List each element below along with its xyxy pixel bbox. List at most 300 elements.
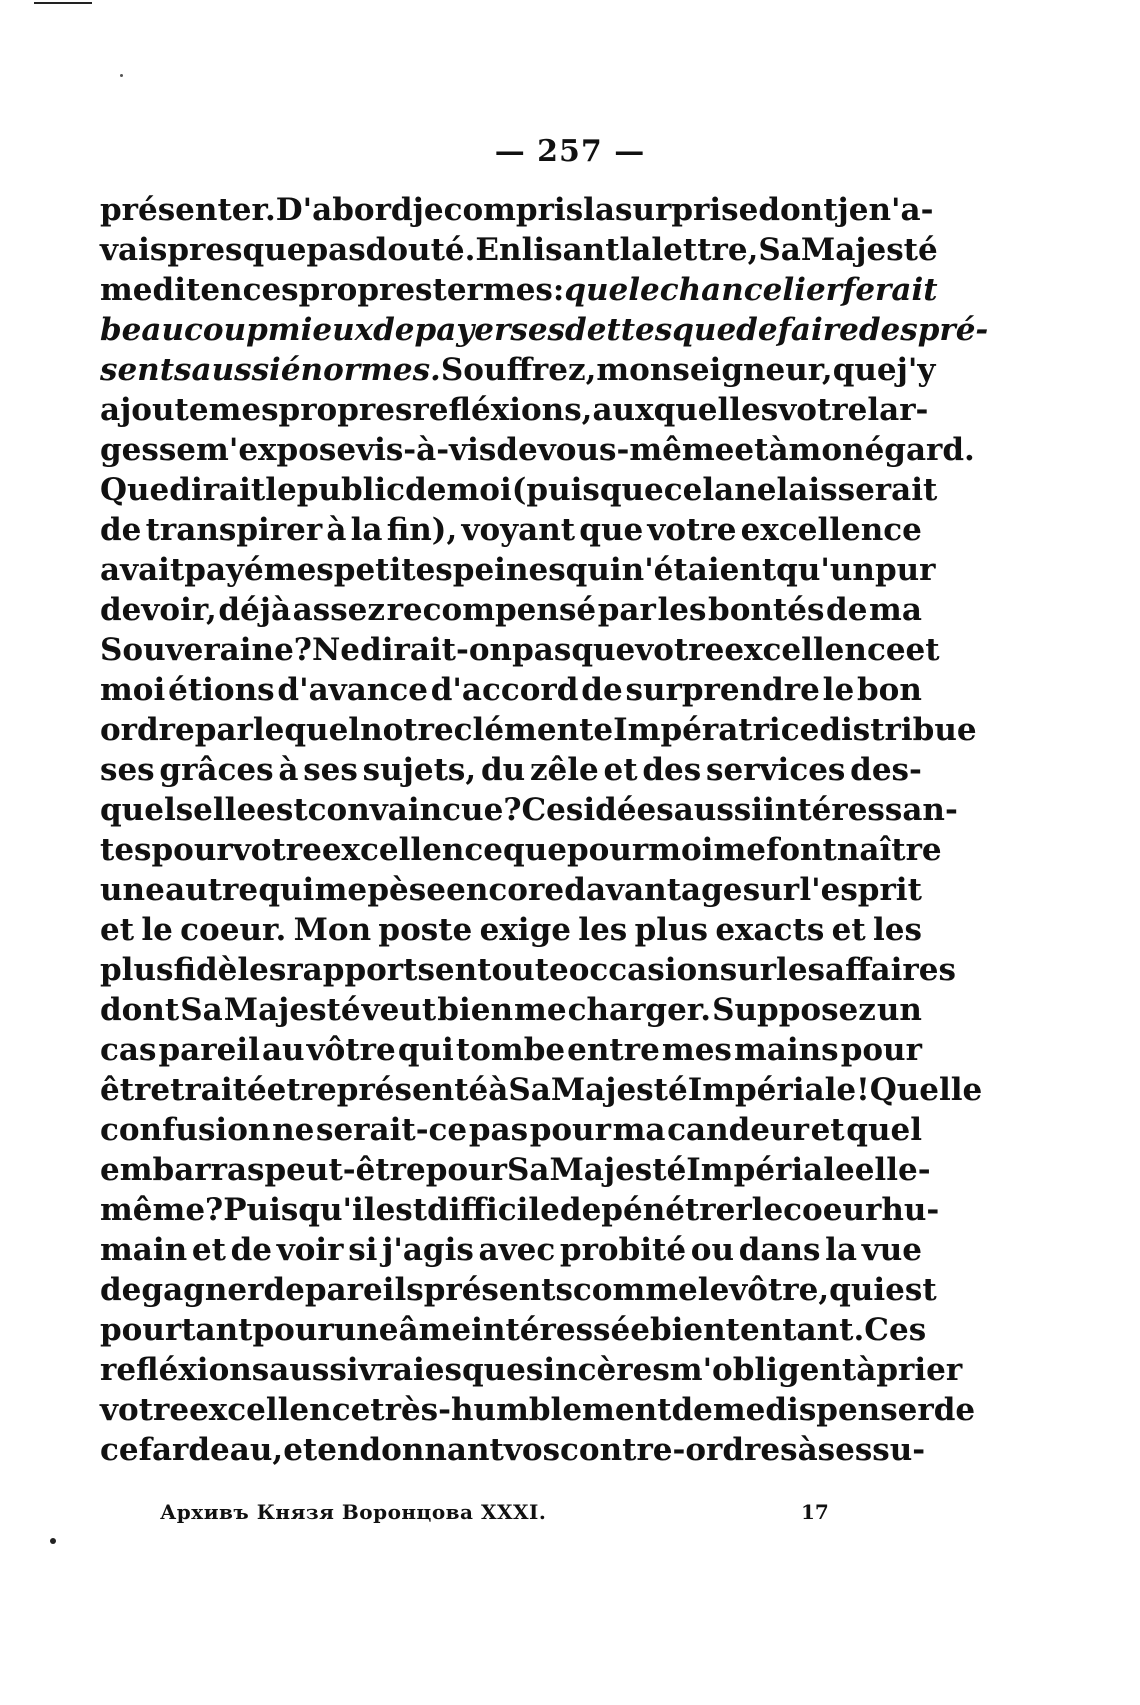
word: prier bbox=[876, 1352, 963, 1388]
word: être bbox=[100, 1072, 171, 1108]
text-line bbox=[100, 350, 936, 390]
word: la bbox=[350, 512, 383, 548]
word: vais bbox=[100, 232, 168, 268]
word: bien bbox=[649, 1312, 726, 1348]
text-line bbox=[100, 870, 922, 910]
word: à bbox=[326, 512, 347, 548]
word: pour bbox=[840, 1032, 922, 1068]
word: gesse bbox=[100, 432, 197, 468]
word: fardeau, bbox=[138, 1432, 284, 1468]
word: qui bbox=[829, 1272, 886, 1308]
word: que bbox=[503, 832, 567, 868]
word: que bbox=[579, 512, 644, 548]
word: les bbox=[657, 592, 707, 628]
word: et bbox=[905, 632, 940, 668]
word: âme bbox=[398, 1312, 472, 1348]
word: représenté bbox=[300, 1072, 489, 1108]
word: laisserait bbox=[776, 472, 938, 508]
word: Ne bbox=[311, 632, 361, 668]
scan-edge-mark bbox=[34, 2, 92, 4]
text-line bbox=[100, 590, 922, 630]
word: intéressan- bbox=[763, 792, 958, 828]
word: que bbox=[832, 352, 897, 388]
word: pur bbox=[874, 552, 936, 588]
text-line bbox=[100, 1110, 922, 1150]
page-footer bbox=[160, 1500, 860, 1530]
text-line bbox=[100, 190, 934, 230]
scan-speck bbox=[50, 1538, 56, 1544]
word: mon bbox=[788, 432, 865, 468]
word: le bbox=[822, 672, 855, 708]
word: (puisque bbox=[511, 472, 664, 508]
word: qui bbox=[397, 1032, 454, 1068]
word: votre bbox=[635, 632, 725, 668]
word: de bbox=[263, 1272, 305, 1308]
word: pénétrer bbox=[601, 1192, 752, 1228]
word: je bbox=[412, 192, 444, 228]
word: dettes bbox=[565, 312, 673, 348]
word: avait bbox=[100, 552, 185, 588]
word: ne bbox=[734, 472, 777, 508]
word: exacts bbox=[715, 912, 825, 948]
word: distribue bbox=[819, 712, 977, 748]
word: des bbox=[642, 752, 702, 788]
word: d'avance bbox=[277, 672, 428, 708]
word: n'a- bbox=[868, 192, 934, 228]
word: convaincue? bbox=[307, 792, 522, 828]
word: difficile bbox=[427, 1192, 560, 1228]
word: la bbox=[619, 232, 652, 268]
word: en bbox=[200, 272, 243, 308]
word: de bbox=[100, 512, 142, 548]
word: un bbox=[876, 992, 922, 1028]
word: moi bbox=[446, 472, 512, 508]
word: n'étaient bbox=[621, 552, 777, 588]
text-line bbox=[100, 630, 940, 670]
text-line bbox=[100, 950, 956, 990]
word: dirait-on bbox=[360, 632, 513, 668]
word: aussi bbox=[269, 1352, 359, 1388]
word: Sa bbox=[506, 1152, 550, 1188]
word: peines bbox=[452, 552, 566, 588]
word: Majesté bbox=[549, 1152, 687, 1188]
word: contre-ordres bbox=[560, 1432, 798, 1468]
word: ses bbox=[510, 312, 566, 348]
word: veut bbox=[361, 992, 437, 1028]
word: mains bbox=[733, 1032, 839, 1068]
word: douté. bbox=[365, 232, 476, 268]
word: la bbox=[583, 192, 616, 228]
word: poste bbox=[378, 912, 473, 948]
text-line bbox=[100, 830, 942, 870]
word: charger. bbox=[567, 992, 712, 1028]
word: En bbox=[475, 232, 522, 268]
text-line bbox=[100, 910, 922, 950]
word: bontés bbox=[708, 592, 825, 628]
word: encore bbox=[446, 872, 565, 908]
word: fin), bbox=[386, 512, 458, 548]
word: des bbox=[858, 312, 918, 348]
word: gagner bbox=[141, 1272, 264, 1308]
word: pas bbox=[468, 1112, 529, 1148]
word: quel bbox=[846, 1112, 922, 1148]
word: lettre, bbox=[651, 232, 759, 268]
word: elle bbox=[193, 792, 257, 828]
word: le bbox=[628, 272, 660, 308]
word: chancelier bbox=[659, 272, 842, 308]
word: dans bbox=[738, 1232, 821, 1268]
word: de bbox=[581, 672, 623, 708]
text-line bbox=[100, 430, 975, 470]
word: énormes. bbox=[280, 352, 441, 388]
word: de bbox=[736, 312, 778, 348]
word: vôtre, bbox=[729, 1272, 830, 1308]
word: que bbox=[571, 632, 636, 668]
word: serait-ce bbox=[316, 1112, 468, 1148]
word: candeur bbox=[667, 1112, 809, 1148]
word: à bbox=[797, 1432, 818, 1468]
word: par bbox=[194, 712, 253, 748]
word: tombe bbox=[455, 1032, 566, 1068]
word: refléxions bbox=[100, 1352, 270, 1388]
word: naître bbox=[836, 832, 942, 868]
word: pas bbox=[512, 632, 572, 668]
word: excellence bbox=[189, 1392, 371, 1428]
word: au bbox=[261, 1032, 305, 1068]
word: une bbox=[333, 1312, 399, 1348]
word: rapports bbox=[286, 952, 435, 988]
word: présents bbox=[423, 1272, 573, 1308]
word: une bbox=[100, 872, 165, 908]
text-line bbox=[100, 310, 989, 350]
word: excellence bbox=[724, 632, 906, 668]
text-line bbox=[100, 470, 938, 510]
word: ses bbox=[817, 1432, 873, 1468]
word: mes bbox=[661, 1032, 732, 1068]
word: des- bbox=[850, 752, 922, 788]
word: en bbox=[317, 1432, 360, 1468]
word: petites bbox=[333, 552, 453, 588]
text-line bbox=[100, 550, 936, 590]
word: ma bbox=[612, 1112, 666, 1148]
word: de bbox=[496, 432, 538, 468]
text-line bbox=[100, 230, 938, 270]
word: sincères bbox=[525, 1352, 670, 1388]
word: pour bbox=[252, 1312, 334, 1348]
word: me bbox=[713, 832, 766, 868]
word: ce bbox=[100, 1432, 139, 1468]
word: les bbox=[872, 912, 922, 948]
word: Majesté bbox=[800, 232, 938, 268]
word: services bbox=[706, 752, 846, 788]
printer-signature: Архивъ Князя Воронцова XXXI. bbox=[160, 1500, 547, 1524]
word: votre bbox=[778, 392, 868, 428]
word: le bbox=[141, 912, 173, 948]
word: et bbox=[810, 1112, 845, 1148]
word: ma bbox=[869, 592, 922, 628]
word: votre bbox=[647, 512, 737, 548]
word: avec bbox=[478, 1232, 556, 1268]
word: pèse bbox=[367, 872, 446, 908]
word: j'y bbox=[896, 352, 936, 388]
body-text bbox=[100, 190, 989, 1470]
word: et bbox=[603, 752, 638, 788]
word: me bbox=[100, 272, 153, 308]
word: j'agis bbox=[382, 1232, 474, 1268]
word: ses bbox=[100, 752, 155, 788]
word: pas bbox=[306, 232, 366, 268]
word: pour bbox=[151, 832, 233, 868]
word: en bbox=[434, 952, 478, 988]
word: si bbox=[348, 1232, 378, 1268]
word: compris bbox=[443, 192, 584, 228]
word: occasion bbox=[568, 952, 720, 988]
page-number: — 257 — bbox=[494, 134, 646, 169]
word: propres bbox=[298, 272, 433, 308]
word: ajoute bbox=[100, 392, 209, 428]
word: plus bbox=[100, 952, 174, 988]
text-line bbox=[100, 390, 929, 430]
word: recompensé bbox=[386, 592, 597, 628]
word: mieux bbox=[267, 312, 374, 348]
word: coeur bbox=[783, 1192, 882, 1228]
word: par bbox=[597, 592, 656, 628]
word: Ces bbox=[521, 792, 584, 828]
word: plus bbox=[634, 912, 709, 948]
word: grâces bbox=[159, 752, 274, 788]
word: et bbox=[734, 432, 769, 468]
word: dispenser bbox=[765, 1392, 934, 1428]
word: Sa bbox=[758, 232, 801, 268]
word: affaires bbox=[825, 952, 956, 988]
text-line bbox=[100, 1150, 931, 1190]
word: très-humblement bbox=[370, 1392, 672, 1428]
word: refléxions, bbox=[412, 392, 593, 428]
word: vue bbox=[861, 1232, 922, 1268]
word: davantage bbox=[564, 872, 743, 908]
word: pré- bbox=[917, 312, 989, 348]
word: lisant bbox=[521, 232, 620, 268]
word: de bbox=[671, 1392, 713, 1428]
word: hu- bbox=[881, 1192, 940, 1228]
word: dirait bbox=[169, 472, 266, 508]
word: ses bbox=[303, 752, 358, 788]
word: étions bbox=[168, 672, 275, 708]
word: aussi bbox=[191, 352, 281, 388]
word: Mon bbox=[293, 912, 372, 948]
word: égard. bbox=[864, 432, 975, 468]
word: zêle bbox=[529, 752, 599, 788]
word: elle- bbox=[854, 1152, 931, 1188]
word: Impériale bbox=[686, 1152, 855, 1188]
word: payé bbox=[184, 552, 264, 588]
word: est bbox=[885, 1272, 937, 1308]
word: lar- bbox=[867, 392, 929, 428]
scan-speck bbox=[120, 74, 123, 77]
word: qu'un bbox=[776, 552, 875, 588]
word: de bbox=[405, 472, 447, 508]
word: dont bbox=[758, 192, 838, 228]
word: traité bbox=[170, 1072, 267, 1108]
word: me bbox=[712, 1392, 766, 1428]
word: voyant bbox=[461, 512, 576, 548]
word: notre bbox=[360, 712, 454, 748]
word: donnant bbox=[359, 1432, 504, 1468]
word: et bbox=[266, 1072, 301, 1108]
word: dit bbox=[152, 272, 201, 308]
text-line bbox=[100, 1030, 922, 1070]
word: ne bbox=[272, 1112, 315, 1148]
word: de bbox=[559, 1192, 602, 1228]
word: et bbox=[831, 912, 866, 948]
word: font bbox=[766, 832, 837, 868]
word: Ces bbox=[864, 1312, 927, 1348]
word: ordre bbox=[100, 712, 195, 748]
word: que bbox=[564, 272, 629, 308]
text-line bbox=[100, 270, 938, 310]
word: les bbox=[578, 912, 628, 948]
word: Que bbox=[100, 472, 170, 508]
word: payer bbox=[414, 312, 511, 348]
word: pareils bbox=[304, 1272, 424, 1308]
word: aussi bbox=[673, 792, 764, 828]
word: d'accord bbox=[430, 672, 579, 708]
word: vos bbox=[503, 1432, 561, 1468]
sheet-number: 17 bbox=[801, 1500, 829, 1524]
word: monseigneur, bbox=[596, 352, 833, 388]
text-line bbox=[100, 750, 922, 790]
word: Souffrez, bbox=[440, 352, 597, 388]
word: me bbox=[514, 992, 567, 1028]
word: comme bbox=[572, 1272, 698, 1308]
word: qui bbox=[565, 552, 622, 588]
word: l'esprit bbox=[799, 872, 922, 908]
text-line bbox=[100, 1230, 922, 1270]
word: Supposez bbox=[712, 992, 876, 1028]
word: pourtant bbox=[100, 1312, 253, 1348]
word: D'abord bbox=[275, 192, 413, 228]
word: est bbox=[375, 1192, 428, 1228]
word: peut-être bbox=[264, 1152, 426, 1188]
word: à bbox=[768, 432, 789, 468]
word: propres bbox=[278, 392, 413, 428]
word: embarras bbox=[100, 1152, 265, 1188]
word: excellence bbox=[321, 832, 504, 868]
word: Souveraine? bbox=[100, 632, 312, 668]
word: vôtre bbox=[306, 1032, 396, 1068]
word: idées bbox=[583, 792, 674, 828]
word: fidèles bbox=[173, 952, 287, 988]
text-line bbox=[100, 1190, 940, 1230]
word: le bbox=[751, 1192, 784, 1228]
word: autre bbox=[165, 872, 259, 908]
word: est bbox=[256, 792, 308, 828]
word: toute bbox=[477, 952, 569, 988]
word: cela bbox=[663, 472, 735, 508]
word: même? bbox=[100, 1192, 224, 1228]
word: votre bbox=[232, 832, 322, 868]
word: faire bbox=[777, 312, 859, 348]
text-line bbox=[100, 670, 922, 710]
word: bon bbox=[857, 672, 922, 708]
word: m'obligent bbox=[669, 1352, 857, 1388]
word: me bbox=[314, 872, 368, 908]
word: pour bbox=[529, 1112, 611, 1148]
word: du bbox=[480, 752, 526, 788]
word: le bbox=[697, 1272, 730, 1308]
word: vous-même bbox=[537, 432, 735, 468]
word: voir bbox=[276, 1232, 344, 1268]
word: sents bbox=[100, 352, 192, 388]
word: termes: bbox=[432, 272, 565, 308]
word: pareil bbox=[158, 1032, 260, 1068]
word: clémente bbox=[453, 712, 614, 748]
word: intéressée bbox=[471, 1312, 650, 1348]
word: le bbox=[265, 472, 297, 508]
word: mes bbox=[208, 392, 279, 428]
word: probité bbox=[559, 1232, 687, 1268]
word: pour bbox=[566, 832, 649, 868]
word: bien bbox=[437, 992, 513, 1028]
word: de bbox=[100, 1272, 142, 1308]
word: public bbox=[296, 472, 406, 508]
word: surprendre bbox=[625, 672, 820, 708]
text-line bbox=[100, 1390, 976, 1430]
word: sujets, bbox=[362, 752, 477, 788]
word: qui bbox=[258, 872, 315, 908]
word: confusion bbox=[100, 1112, 271, 1148]
word: moi bbox=[648, 832, 714, 868]
word: auxquelles bbox=[592, 392, 779, 428]
word: surprise bbox=[615, 192, 759, 228]
word: main bbox=[100, 1232, 188, 1268]
word: entre bbox=[567, 1032, 660, 1068]
word: tentant. bbox=[725, 1312, 865, 1348]
word: déjà bbox=[218, 592, 292, 628]
word: su- bbox=[872, 1432, 926, 1468]
word: cas bbox=[100, 1032, 157, 1068]
word: Puisqu'il bbox=[223, 1192, 376, 1228]
word: à bbox=[278, 752, 299, 788]
word: vis-à-vis bbox=[356, 432, 497, 468]
word: lequel bbox=[252, 712, 361, 748]
word: dont bbox=[100, 992, 180, 1028]
word: tes bbox=[100, 832, 152, 868]
word: de bbox=[933, 1392, 976, 1428]
word: Sa bbox=[508, 1072, 551, 1108]
word: beaucoup bbox=[100, 312, 268, 348]
word: coeur. bbox=[180, 912, 287, 948]
text-line bbox=[100, 1270, 937, 1310]
text-line bbox=[100, 1430, 926, 1470]
text-line bbox=[100, 1070, 983, 1110]
text-line bbox=[100, 1310, 927, 1350]
word: transpirer bbox=[145, 512, 323, 548]
text-line bbox=[100, 1350, 963, 1390]
word: sur bbox=[742, 872, 800, 908]
word: Impératrice bbox=[613, 712, 820, 748]
word: je bbox=[837, 192, 869, 228]
word: Quelle bbox=[869, 1072, 983, 1108]
word: Sa bbox=[180, 992, 223, 1028]
text-line bbox=[100, 990, 922, 1030]
word: la bbox=[825, 1232, 858, 1268]
word: ou bbox=[690, 1232, 735, 1268]
word: que bbox=[672, 312, 737, 348]
word: à bbox=[488, 1072, 509, 1108]
word: de bbox=[826, 592, 868, 628]
word: de bbox=[373, 312, 415, 348]
